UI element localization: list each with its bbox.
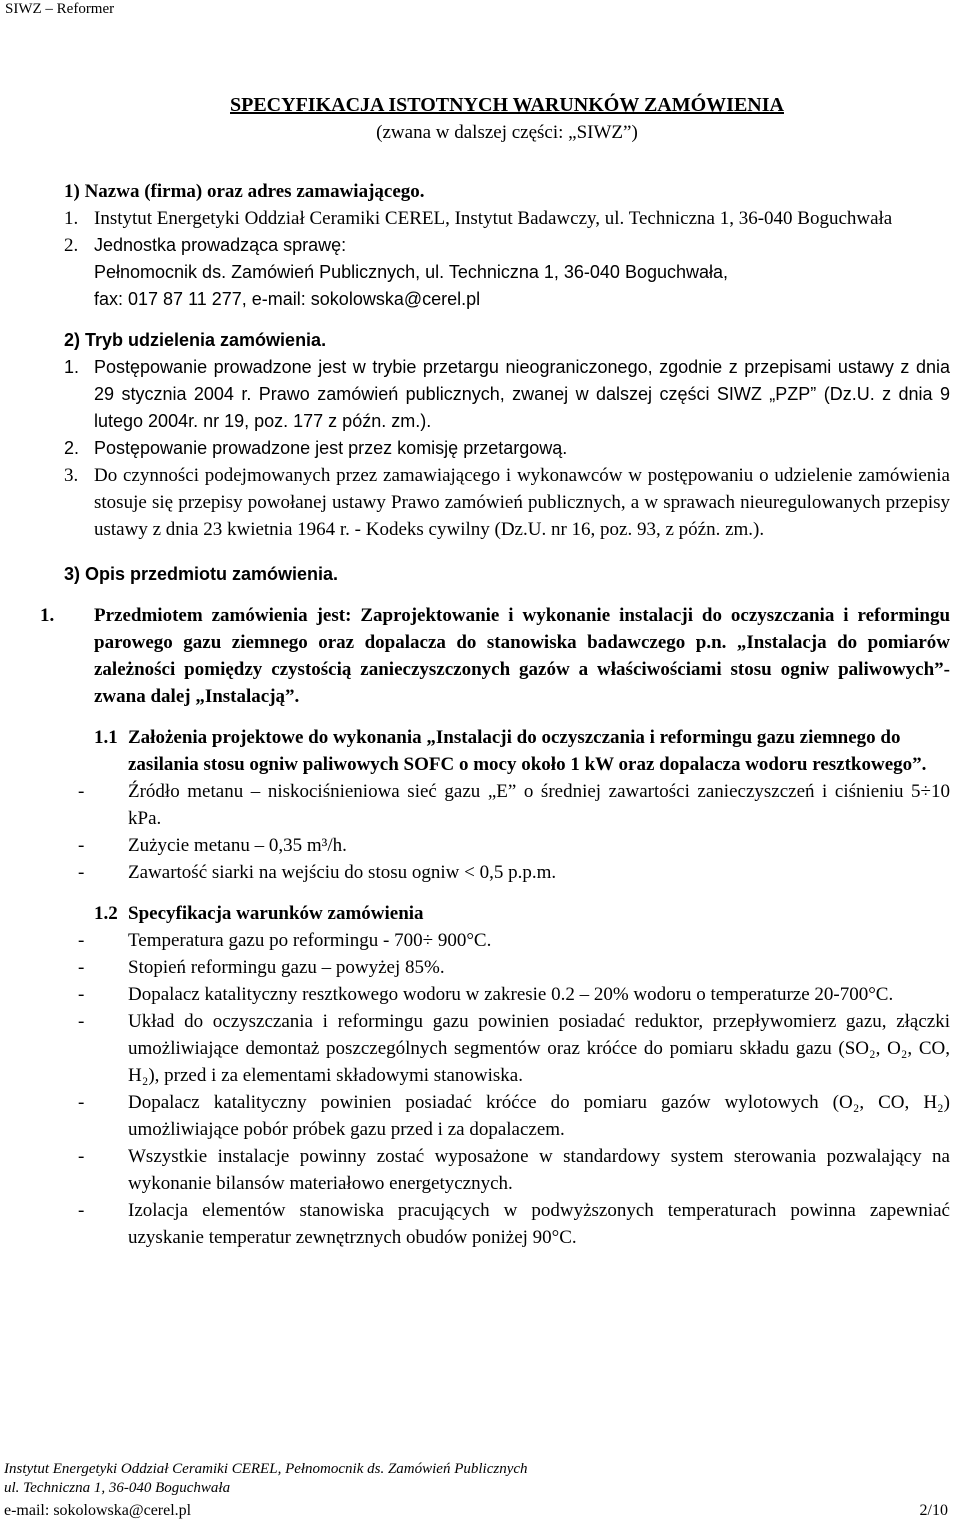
list-item: - Temperatura gazu po reformingu - 700÷ 900°C. <box>78 930 492 951</box>
document-page <box>40 92 951 1251</box>
footer-line-1: Instytut Energetyki Oddział Ceramiki CEREL, Pełnomocnik ds. Zamówień Publicznych <box>4 1461 528 1477</box>
list-item: - Wszystkie instalacje powinny zostać wyposażone w standardowy system sterowania pozwalający na wykonanie bilansów materiałowo energetycznych. <box>78 1146 950 1194</box>
document-subtitle: (zwana w dalszej części: „SIWZ”) <box>376 122 638 143</box>
section-2-item-1: 1. Postępowanie prowadzone jest w trybie przetargu nieograniczonego, zgodnie z przepisami ustawy z dnia 29 stycznia 2004 r. Prawo zamówień publicznych, zwanej w dalszej części SIWZ „PZP” (Dz.U. z dnia 9 lutego 2004r. nr 19, poz. 177 z późn. zm.). <box>64 357 950 431</box>
section-3-heading: 3) Opis przedmiotu zamówienia. <box>64 564 339 584</box>
list-item: - Dopalacz katalityczny powinien posiadać króćce do pomiaru gazów wylotowych (O₂, CO, H₂) umożliwiające pobór próbek gazu przed i za dopalaczem. <box>78 1092 950 1140</box>
list-item: - Źródło metanu – niskociśnieniowa sieć gazu „E” o średniej zawartości zanieczyszczeń i ciśnieniu 5÷10 kPa. <box>78 781 950 829</box>
section-2-item-2: 2. Postępowanie prowadzone jest przez komisję przetargową. <box>64 438 568 458</box>
document-title: SPECYFIKACJA ISTOTNYCH WARUNKÓW ZAMÓWIENIA <box>230 94 784 116</box>
page-number: 2/10 <box>919 1502 948 1519</box>
list-item: - Izolacja elementów stanowiska pracujących w podwyższonych temperaturach powinna zapewniać uzyskanie temperatur zewnętrznych obudów poniżej 90°C. <box>78 1200 950 1248</box>
subsection-1-1-list <box>64 778 950 886</box>
list-item: - Zużycie metanu – 0,35 m³/h. <box>78 835 347 856</box>
page-footer <box>0 1460 960 1524</box>
section-2-item-3: 3. Do czynności podejmowanych przez zamawiającego i wykonawców w postępowaniu o udzielenie zamówienia stosuje się przepisy powołanej ustawy Prawo zamówień publicznych, a w sprawach nieuregulowanych przepisy ustawy z dnia 23 kwietnia 1964 r. - Kodeks cywilny (Dz.U. nr 16, poz. 93, z późn. zm.). <box>64 465 950 540</box>
section-1-item-2: 2. Jednostka prowadząca sprawę: Pełnomocnik ds. Zamówień Publicznych, ul. Techniczna 1, 36-040 Boguchwała, fax: 017 87 11 277, e-mail: sokolowska@cerel.pl <box>64 235 729 309</box>
list-item: - Stopień reformingu gazu – powyżej 85%. <box>78 957 445 978</box>
section-1-item-1: 1. Instytut Energetyki Oddział Ceramiki CEREL, Instytut Badawczy, ul. Techniczna 1, 36-040 Boguchwała <box>64 208 893 229</box>
section-2-heading: 2) Tryb udzielenia zamówienia. <box>64 330 327 350</box>
window-title: SIWZ – Reformer <box>5 1 115 17</box>
subsection-1-2-list <box>64 927 950 1251</box>
section-3-paragraph-1: 1. Przedmiotem zamówienia jest: Zaprojektowanie i wykonanie instalacji do oczyszczania i reformingu parowego gazu ziemnego oraz dopalacza do stanowiska badawczego p.n. „Instalacja do pomiarów zależności pomiędzy czystością zanieczyszczonych gazów a właściwościami stosu ogniw paliwowych”- zwana dalej „Instalacją”. <box>40 605 951 707</box>
section-1-heading: 1) Nazwa (firma) oraz adres zamawiającego. <box>64 181 425 202</box>
footer-line-2: ul. Techniczna 1, 36-040 Boguchwała <box>4 1480 231 1496</box>
subsection-1-2-title: 1.2 Specyfikacja warunków zamówienia <box>94 903 424 924</box>
subsection-1-1-title: 1.1 Założenia projektowe do wykonania „Instalacji do oczyszczania i reformingu gazu ziemnego do zasilania stosu ogniw paliwowych SOFC o mocy około 1 kW oraz dopalacza wodoru resztkowego”. <box>94 727 927 775</box>
list-item: - Dopalacz katalityczny resztkowego wodoru w zakresie 0.2 – 20% wodoru o temperaturze 20-700°C. <box>78 984 894 1005</box>
list-item: - Zawartość siarki na wejściu do stosu ogniw < 0,5 p.p.m. <box>78 862 557 883</box>
footer-email: e-mail: sokolowska@cerel.pl <box>4 1502 192 1519</box>
list-item: - Układ do oczyszczania i reformingu gazu powinien posiadać reduktor, przepływomierz gazu, złączki umożliwiające demontaż poszczególnych segmentów oraz króćce do pomiaru składu gazu (SO₂, O₂, CO, H₂), przed i za elementami składowymi stanowiska. <box>78 1011 950 1086</box>
